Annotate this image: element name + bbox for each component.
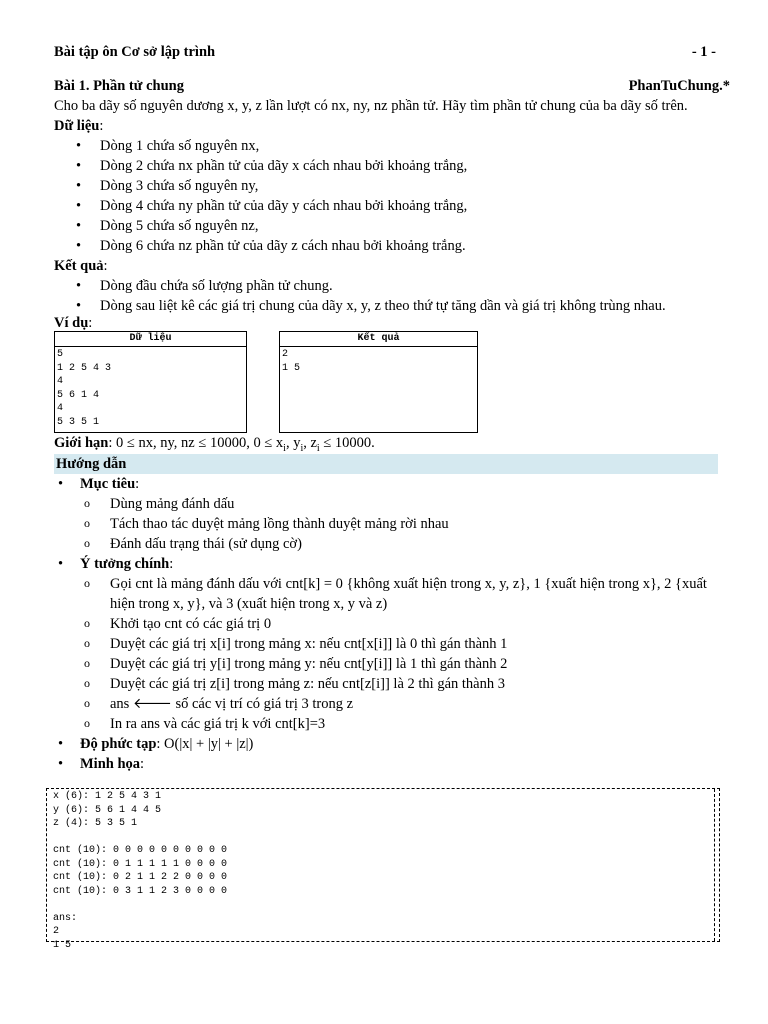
output-section-label: Kết quả: <box>54 258 108 274</box>
illustration-box: x (6): 1 2 5 4 3 1 y (6): 5 6 1 4 4 5 z (4): 5 3 5 1 cnt (10): 0 0 0 0 0 0 0 0 0 0 cnt (10): 0 1 1 1 1 1 0 0 0 0 cnt (10): 0 2 1 1 2 2 0 0 0 0 cnt (10): 0 3 1 1 2 3 0 0 0 0 ans: 2 1 5 <box>46 788 720 942</box>
list-item: o In ra ans và các giá trị k với cnt[k]=3 <box>54 714 718 734</box>
header-title: Bài tập ôn Cơ sở lập trình <box>54 44 216 60</box>
example-output-body: 2 1 5 <box>282 349 301 374</box>
list-item: o Gọi cnt là mảng đánh dấu với cnt[k] = 0 {không xuất hiện trong x, y, z}, 1 {xuất hiện trong x}, 2 {xuất hiện trong x, y}, và 3 (xuất hiện trong x, y và z) <box>54 574 718 614</box>
list-item: • Dòng 1 chứa số nguyên nx, <box>54 136 718 156</box>
page-header <box>54 42 718 64</box>
output-list <box>54 276 718 316</box>
example-input-box <box>54 331 247 433</box>
list-item: • Dòng 2 chứa nx phần tử của dãy x cách nhau bởi khoảng trắng, <box>54 156 718 176</box>
list-item: o Dùng mảng đánh dấu <box>54 494 718 514</box>
complexity-item: • Độ phức tạp: O(|x| + |y| + |z|) <box>54 734 718 754</box>
input-section-label: Dữ liệu: <box>54 118 104 134</box>
list-item: • Dòng đầu chứa số lượng phần tử chung. <box>54 276 718 296</box>
list-item: • Dòng 5 chứa số nguyên nz, <box>54 216 718 236</box>
input-list <box>54 136 718 256</box>
list-item: o Duyệt các giá trị y[i] trong mảng y: nếu cnt[y[i]] là 1 thì gán thành 2 <box>54 654 718 674</box>
list-item: • Dòng sau liệt kê các giá trị chung của dãy x, y, z theo thứ tự tăng dần và giá trị không trùng nhau. <box>54 296 718 316</box>
problem-title-row <box>54 76 730 96</box>
example-input-header: Dữ liệu <box>55 332 246 347</box>
list-item: o Tách thao tác duyệt mảng lồng thành duyệt mảng rời nhau <box>54 514 718 534</box>
list-item: o Đánh dấu trạng thái (sử dụng cờ) <box>54 534 718 554</box>
list-item: o Duyệt các giá trị z[i] trong mảng z: nếu cnt[z[i]] là 2 thì gán thành 3 <box>54 674 718 694</box>
ideas-list <box>54 574 718 734</box>
illustration-item: • Minh họa: <box>54 754 718 774</box>
guide-heading: Hướng dẫn <box>54 454 718 474</box>
page-number: - 1 - <box>691 44 716 60</box>
example-section-label: Ví dụ: <box>54 315 93 331</box>
list-item: o ans 🡐 số các vị trí có giá trị 3 trong z <box>54 694 718 714</box>
problem-statement: Cho ba dãy số nguyên dương x, y, z lần lượt có nx, ny, nz phần tử. Hãy tìm phần tử chung của ba dãy số trên. <box>54 98 688 114</box>
problem-filename: PhanTuChung.* <box>628 78 730 94</box>
problem-title: Bài 1. Phần tử chung <box>54 78 184 94</box>
example-tables <box>54 331 718 433</box>
example-output-header: Kết quả <box>280 332 477 347</box>
list-item: o Khởi tạo cnt có các giá trị 0 <box>54 614 718 634</box>
list-item: • Dòng 4 chứa ny phần tử của dãy y cách nhau bởi khoảng trắng, <box>54 196 718 216</box>
list-item: o Duyệt các giá trị x[i] trong mảng x: nếu cnt[x[i]] là 0 thì gán thành 1 <box>54 634 718 654</box>
list-item: • Dòng 6 chứa nz phần tử của dãy z cách nhau bởi khoảng trắng. <box>54 236 718 256</box>
limits: Giới hạn: 0 ≤ nx, ny, nz ≤ 10000, $0 \le x_i$, $y_i$, $z_i \le 10000$. <box>54 435 375 454</box>
goals-item: • Mục tiêu: o Dùng mảng đánh dấu o Tách thao tác duyệt mảng lồng thành duyệt mảng rời nhau o Đánh dấu trạng thái (sử dụng cờ) <box>54 474 718 554</box>
example-input-body: 5 1 2 5 4 3 4 5 6 1 4 4 5 3 5 1 <box>57 349 112 428</box>
list-item: • Dòng 3 chứa số nguyên ny, <box>54 176 718 196</box>
goals-list <box>54 494 718 554</box>
guide-list <box>54 474 718 774</box>
example-output-box <box>279 331 478 433</box>
document-page <box>54 42 730 774</box>
ideas-item: • Ý tưởng chính: o Gọi cnt là mảng đánh dấu với cnt[k] = 0 {không xuất hiện trong x, y, z}, 1 {xuất hiện trong x}, 2 {xuất hiện trong x, y}, và 3 (xuất hiện trong x, y và z) o Khởi tạo cnt có các giá trị 0 o Duyệt các giá trị x[i] trong mảng x: nếu cnt[x[i]] là 0 thì gán thành 1 o Duyệt các giá trị y[i] trong mảng y: nếu cnt[y[i]] là 1 thì gán thành 2 o Duyệt các giá trị z[i] trong mảng z: nếu cnt[z[i]] là 2 thì gán thành 3 o ans 🡐 số các vị trí có giá trị 3 trong z o In ra ans và các giá trị k với cnt[k]=3 <box>54 554 718 734</box>
